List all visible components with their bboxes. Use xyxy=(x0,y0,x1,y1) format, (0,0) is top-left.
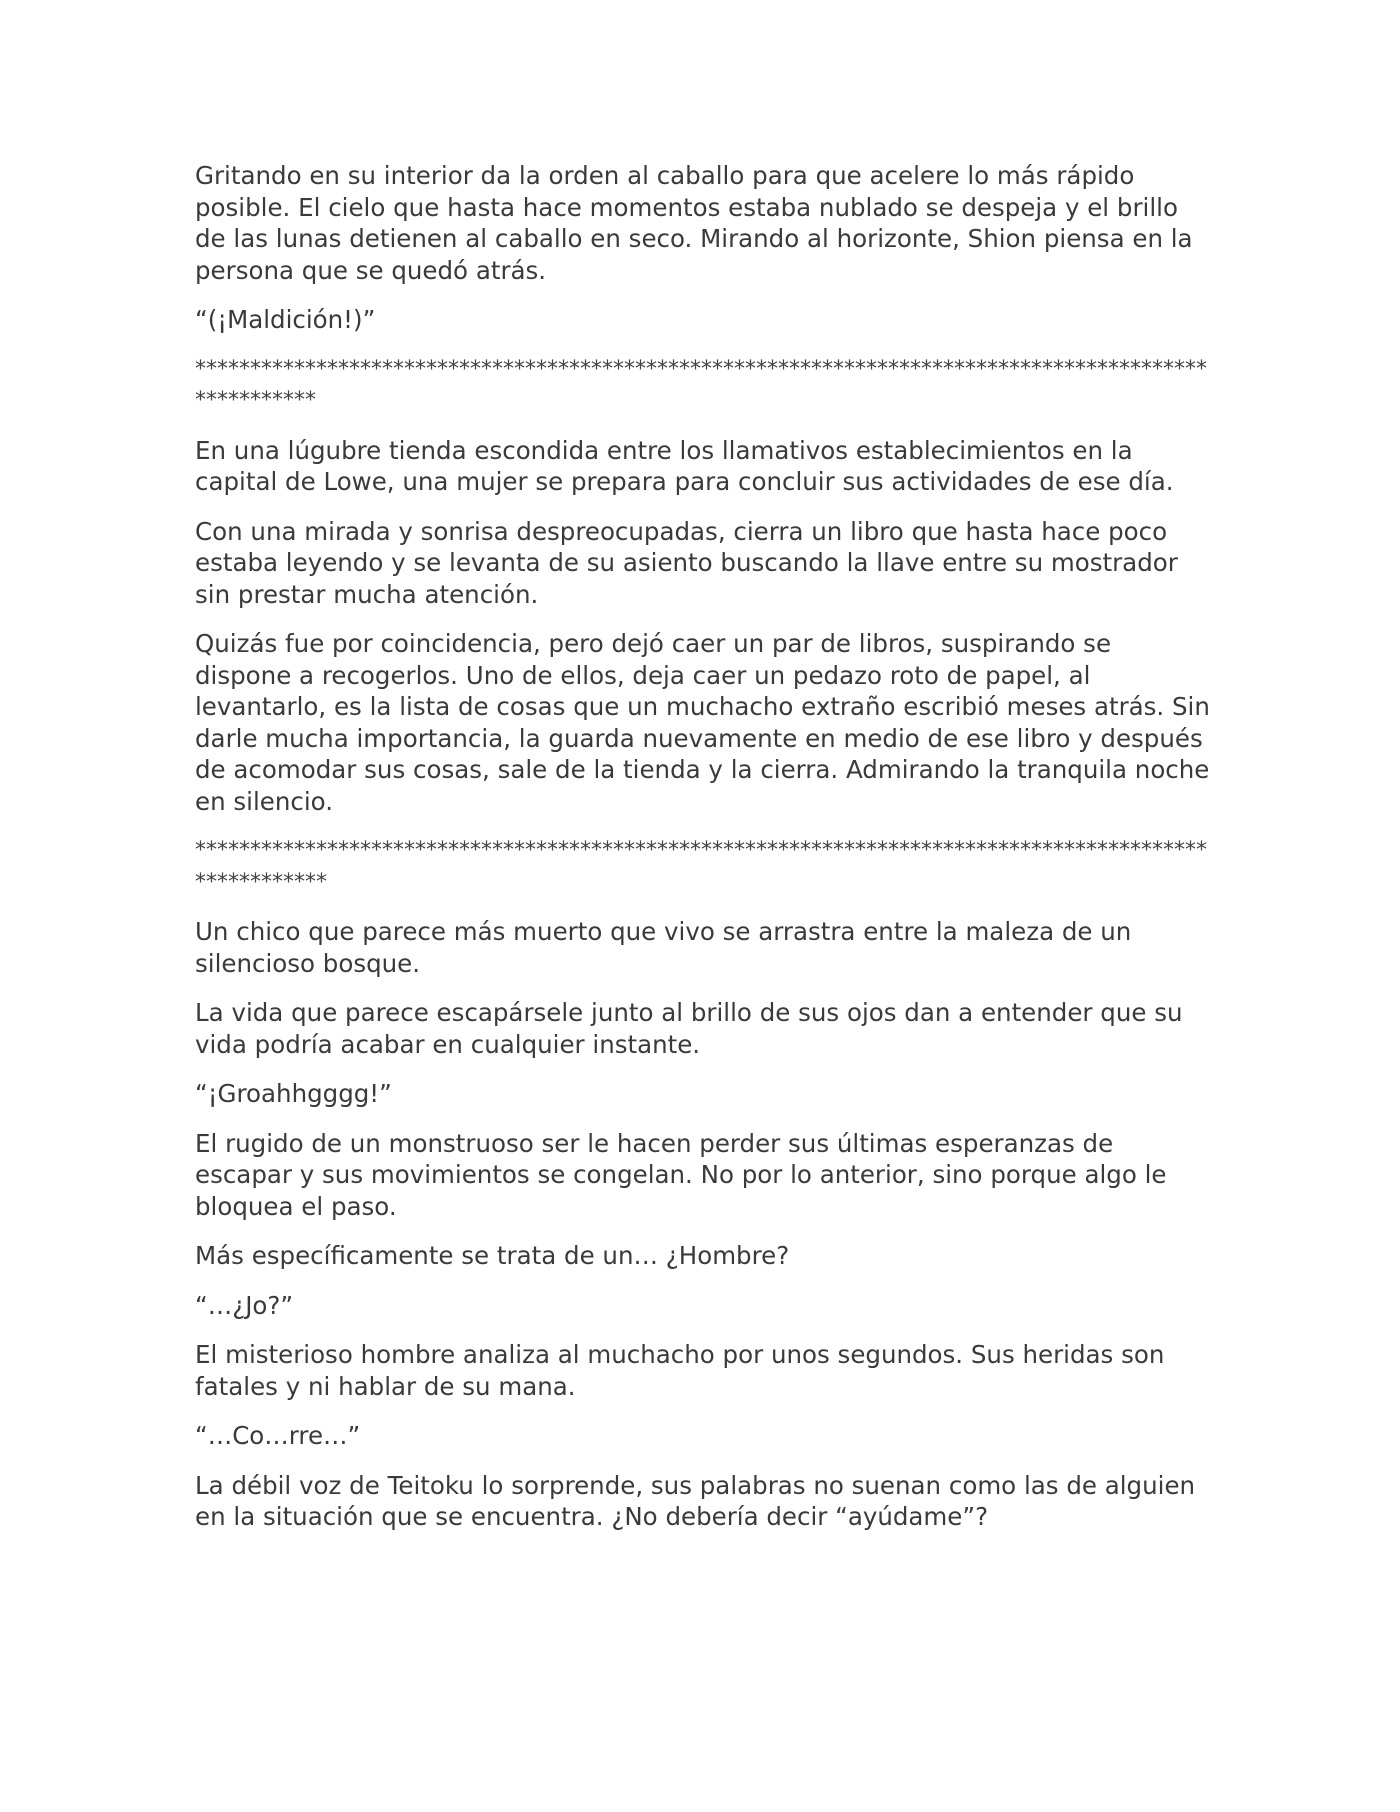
dialogue-line: “…Co…rre…” xyxy=(195,1421,361,1450)
paragraph: La vida que parece escapársele junto al brillo de sus ojos dan a entender que su vida podría acabar en cualquier instante. xyxy=(195,998,1183,1059)
dialogue-line: “…¿Jo?” xyxy=(195,1290,294,1320)
section-separator: ******************************************************************************************************* xyxy=(195,356,1207,413)
paragraph: El rugido de un monstruoso ser le hacen perder sus últimas esperanzas de escapar y sus movimientos se congelan. No por lo anterior, sino porque algo le bloquea el paso. xyxy=(195,1128,1167,1221)
paragraph: Con una mirada y sonrisa despreocupadas, cierra un libro que hasta hace poco estaba leyendo y se levanta de su asiento buscando la llave entre su mostrador sin prestar mucha atención. xyxy=(195,516,1178,609)
dialogue-line: “¡Groahhgggg!” xyxy=(195,1079,392,1108)
document-body xyxy=(195,160,1210,1551)
paragraph: Gritando en su interior da la orden al caballo para que acelere lo más rápido posible. El cielo que hasta hace momentos estaba nublado se despeja y el brillo de las lunas detienen al caballo en seco. Mirando al horizonte, Shion piensa en la persona que se quedó atrás. xyxy=(195,161,1193,285)
paragraph: Quizás fue por coincidencia, pero dejó caer un par de libros, suspirando se dispone a recogerlos. Uno de ellos, deja caer un pedazo roto de papel, al levantarlo, es la lista de cosas que un muchacho extraño escribió meses atrás. Sin darle mucha importancia, la guarda nuevamente en medio de ese libro y después de acomodar sus cosas, sale de la tienda y la cierra. Admirando la tranquila noche en silencio. xyxy=(195,629,1210,816)
section-separator: ******************************************************************************************************** xyxy=(195,838,1207,895)
paragraph: El misterioso hombre analiza al muchacho por unos segundos. Sus heridas son fatales y ni hablar de su mana. xyxy=(195,1340,1165,1401)
paragraph: Más específicamente se trata de un… ¿Hombre? xyxy=(195,1241,790,1270)
paragraph: La débil voz de Teitoku lo sorprende, sus palabras no suenan como las de alguien en la situación que se encuentra. ¿No debería decir “ayúdame”? xyxy=(195,1470,1196,1531)
paragraph: En una lúgubre tienda escondida entre los llamativos establecimientos en la capital de Lowe, una mujer se prepara para concluir sus actividades de ese día. xyxy=(195,435,1174,496)
dialogue-line: “(¡Maldición!)” xyxy=(195,305,376,334)
paragraph: Un chico que parece más muerto que vivo se arrastra entre la maleza de un silencioso bosque. xyxy=(195,917,1132,978)
